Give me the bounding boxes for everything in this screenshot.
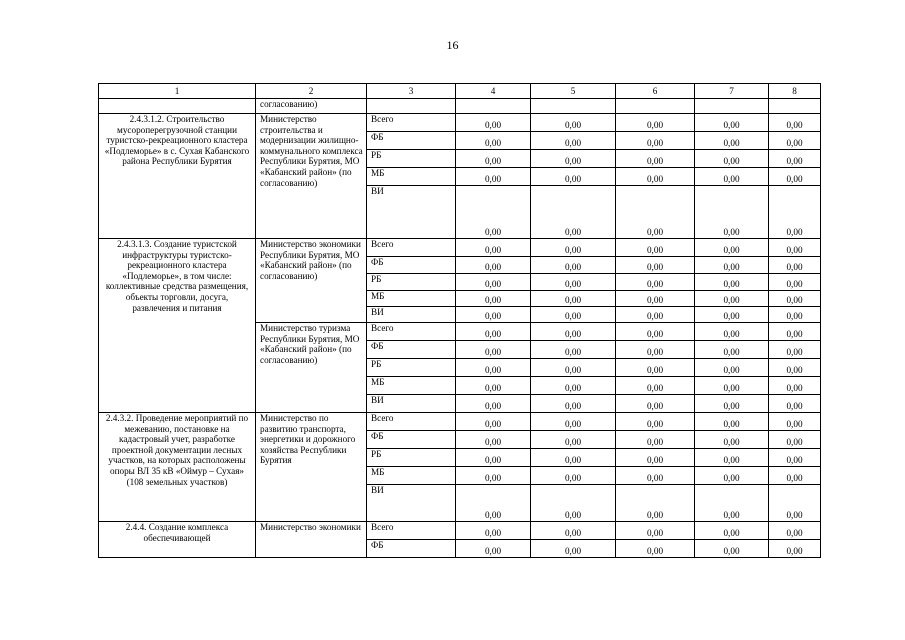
value-cell: 0,00	[616, 257, 695, 274]
empty-cell	[616, 99, 695, 114]
column-header: 7	[695, 84, 769, 99]
value-cell: 0,00	[531, 132, 616, 150]
value-cell: 0,00	[769, 467, 821, 485]
funding-table	[98, 83, 821, 558]
value-cell: 0,00	[531, 359, 616, 377]
funding-source-cell: РБ	[367, 150, 456, 168]
column-header: 8	[769, 84, 821, 99]
value-cell: 0,00	[695, 114, 769, 132]
value-cell: 0,00	[695, 150, 769, 168]
value-cell: 0,00	[695, 132, 769, 150]
value-cell: 0,00	[769, 132, 821, 150]
value-cell: 0,00	[616, 168, 695, 186]
value-cell: 0,00	[456, 341, 531, 359]
value-cell: 0,00	[695, 168, 769, 186]
activity-name-cell: 2.4.3.1.2. Строительство мусороперегрузочной станции туристско-рекреационного кластера «Подлеморье» в с. Сухая Кабанского района Республики Бурятия	[99, 114, 256, 239]
empty-cell	[531, 99, 616, 114]
value-cell: 0,00	[456, 485, 531, 522]
value-cell: 0,00	[456, 377, 531, 395]
executor-cell: Министерство туризма Республики Бурятия, МО «Кабанский район» (по согласованию)	[256, 323, 367, 413]
value-cell: 0,00	[456, 291, 531, 307]
value-cell: 0,00	[769, 540, 821, 558]
value-cell: 0,00	[616, 341, 695, 359]
funding-source-cell: РБ	[367, 359, 456, 377]
value-cell: 0,00	[695, 395, 769, 413]
value-cell: 0,00	[695, 307, 769, 323]
funding-source-cell: МБ	[367, 467, 456, 485]
funding-source-cell: Всего	[367, 522, 456, 540]
column-header: 2	[256, 84, 367, 99]
value-cell: 0,00	[695, 431, 769, 449]
empty-cell	[367, 99, 456, 114]
funding-source-cell: ФБ	[367, 431, 456, 449]
funding-source-cell: РБ	[367, 449, 456, 467]
value-cell: 0,00	[531, 431, 616, 449]
value-cell: 0,00	[531, 307, 616, 323]
value-cell: 0,00	[769, 186, 821, 239]
value-cell: 0,00	[531, 239, 616, 257]
value-cell: 0,00	[456, 395, 531, 413]
table-header-row	[99, 84, 821, 99]
funding-source-cell: ВИ	[367, 395, 456, 413]
value-cell: 0,00	[456, 540, 531, 558]
value-cell: 0,00	[769, 291, 821, 307]
value-cell: 0,00	[456, 114, 531, 132]
value-cell: 0,00	[531, 413, 616, 431]
funding-source-cell: МБ	[367, 377, 456, 395]
table-row	[99, 114, 821, 132]
value-cell: 0,00	[531, 395, 616, 413]
value-cell: 0,00	[616, 431, 695, 449]
value-cell: 0,00	[695, 359, 769, 377]
funding-source-cell: ФБ	[367, 341, 456, 359]
value-cell: 0,00	[769, 168, 821, 186]
activity-name-cell: 2.4.3.1.3. Создание туристской инфраструктуры туристско-рекреационного кластера «Подлеморье», в том числе: коллективные средства размещения, объекты торговли, досуга, развлечения и питания	[99, 239, 256, 413]
value-cell: 0,00	[531, 274, 616, 291]
value-cell: 0,00	[695, 323, 769, 341]
value-cell: 0,00	[769, 395, 821, 413]
funding-source-cell: Всего	[367, 239, 456, 257]
value-cell: 0,00	[456, 323, 531, 341]
value-cell: 0,00	[769, 413, 821, 431]
column-header: 1	[99, 84, 256, 99]
value-cell: 0,00	[769, 307, 821, 323]
value-cell: 0,00	[616, 395, 695, 413]
value-cell: 0,00	[456, 431, 531, 449]
table-row	[99, 239, 821, 257]
column-header: 3	[367, 84, 456, 99]
value-cell: 0,00	[531, 150, 616, 168]
activity-name-cell: 2.4.4. Создание комплекса обеспечивающей	[99, 522, 256, 558]
value-cell: 0,00	[695, 522, 769, 540]
value-cell: 0,00	[531, 449, 616, 467]
funding-source-cell: ВИ	[367, 485, 456, 522]
value-cell: 0,00	[456, 449, 531, 467]
funding-source-cell: МБ	[367, 168, 456, 186]
executor-cell: Министерство экономики	[256, 522, 367, 558]
value-cell: 0,00	[769, 359, 821, 377]
executor-cell: Министерство по развитию транспорта, энергетики и дорожного хозяйства Республики Бурятия	[256, 413, 367, 522]
value-cell: 0,00	[531, 341, 616, 359]
value-cell: 0,00	[456, 168, 531, 186]
value-cell: 0,00	[456, 150, 531, 168]
funding-source-cell: Всего	[367, 413, 456, 431]
value-cell: 0,00	[456, 413, 531, 431]
value-cell: 0,00	[531, 485, 616, 522]
value-cell: 0,00	[616, 359, 695, 377]
page-number: 16	[446, 38, 459, 52]
funding-source-cell: ВИ	[367, 307, 456, 323]
executor-cell: Министерство строительства и модернизации жилищно-коммунального комплекса Республики Бурятия, МО «Кабанский район» (по согласованию)	[256, 114, 367, 239]
value-cell: 0,00	[695, 449, 769, 467]
value-cell: 0,00	[616, 540, 695, 558]
value-cell: 0,00	[769, 274, 821, 291]
value-cell: 0,00	[695, 239, 769, 257]
funding-source-cell: ФБ	[367, 257, 456, 274]
column-header: 6	[616, 84, 695, 99]
value-cell: 0,00	[695, 377, 769, 395]
value-cell: 0,00	[616, 114, 695, 132]
value-cell: 0,00	[456, 239, 531, 257]
value-cell: 0,00	[695, 291, 769, 307]
activity-name-cell	[99, 99, 256, 114]
value-cell: 0,00	[456, 359, 531, 377]
value-cell: 0,00	[769, 341, 821, 359]
value-cell: 0,00	[456, 307, 531, 323]
value-cell: 0,00	[531, 168, 616, 186]
value-cell: 0,00	[531, 377, 616, 395]
value-cell: 0,00	[531, 114, 616, 132]
value-cell: 0,00	[616, 413, 695, 431]
value-cell: 0,00	[616, 132, 695, 150]
executor-cell: Министерство экономики Республики Бурятия, МО «Кабанский район» (по согласованию)	[256, 239, 367, 323]
empty-cell	[456, 99, 531, 114]
value-cell: 0,00	[769, 257, 821, 274]
value-cell: 0,00	[616, 522, 695, 540]
value-cell: 0,00	[695, 257, 769, 274]
value-cell: 0,00	[769, 522, 821, 540]
funding-source-cell: Всего	[367, 323, 456, 341]
value-cell: 0,00	[616, 274, 695, 291]
value-cell: 0,00	[769, 114, 821, 132]
executor-cell: согласованию)	[256, 99, 367, 114]
value-cell: 0,00	[616, 485, 695, 522]
column-header: 5	[531, 84, 616, 99]
column-header: 4	[456, 84, 531, 99]
value-cell: 0,00	[456, 467, 531, 485]
value-cell: 0,00	[616, 150, 695, 168]
value-cell: 0,00	[456, 522, 531, 540]
value-cell: 0,00	[531, 257, 616, 274]
value-cell: 0,00	[531, 323, 616, 341]
value-cell: 0,00	[616, 307, 695, 323]
activity-name-cell: 2.4.3.2. Проведение мероприятий по межеванию, постановке на кадастровый учет, разработке проектной документации лесных участков, на которых расположены опоры ВЛ 35 кВ «Оймур – Сухая» (108 земельных участков)	[99, 413, 256, 522]
table-row	[99, 522, 821, 540]
value-cell: 0,00	[531, 540, 616, 558]
table-row	[99, 413, 821, 431]
value-cell: 0,00	[769, 239, 821, 257]
continuation-row	[99, 99, 821, 114]
value-cell: 0,00	[456, 257, 531, 274]
value-cell: 0,00	[695, 341, 769, 359]
value-cell: 0,00	[616, 377, 695, 395]
value-cell: 0,00	[769, 150, 821, 168]
value-cell: 0,00	[769, 485, 821, 522]
funding-source-cell: ВИ	[367, 186, 456, 239]
empty-cell	[695, 99, 769, 114]
value-cell: 0,00	[695, 186, 769, 239]
value-cell: 0,00	[456, 186, 531, 239]
value-cell: 0,00	[531, 522, 616, 540]
funding-source-cell: МБ	[367, 291, 456, 307]
value-cell: 0,00	[769, 323, 821, 341]
value-cell: 0,00	[616, 323, 695, 341]
funding-source-cell: ФБ	[367, 132, 456, 150]
funding-source-cell: ФБ	[367, 540, 456, 558]
value-cell: 0,00	[456, 274, 531, 291]
funding-source-cell: Всего	[367, 114, 456, 132]
value-cell: 0,00	[695, 485, 769, 522]
value-cell: 0,00	[769, 431, 821, 449]
value-cell: 0,00	[531, 186, 616, 239]
value-cell: 0,00	[616, 467, 695, 485]
value-cell: 0,00	[695, 413, 769, 431]
value-cell: 0,00	[456, 132, 531, 150]
value-cell: 0,00	[695, 540, 769, 558]
empty-cell	[769, 99, 821, 114]
value-cell: 0,00	[616, 291, 695, 307]
value-cell: 0,00	[616, 449, 695, 467]
value-cell: 0,00	[769, 377, 821, 395]
value-cell: 0,00	[769, 449, 821, 467]
value-cell: 0,00	[695, 274, 769, 291]
value-cell: 0,00	[616, 186, 695, 239]
value-cell: 0,00	[616, 239, 695, 257]
funding-source-cell: РБ	[367, 274, 456, 291]
value-cell: 0,00	[531, 467, 616, 485]
value-cell: 0,00	[531, 291, 616, 307]
value-cell: 0,00	[695, 467, 769, 485]
